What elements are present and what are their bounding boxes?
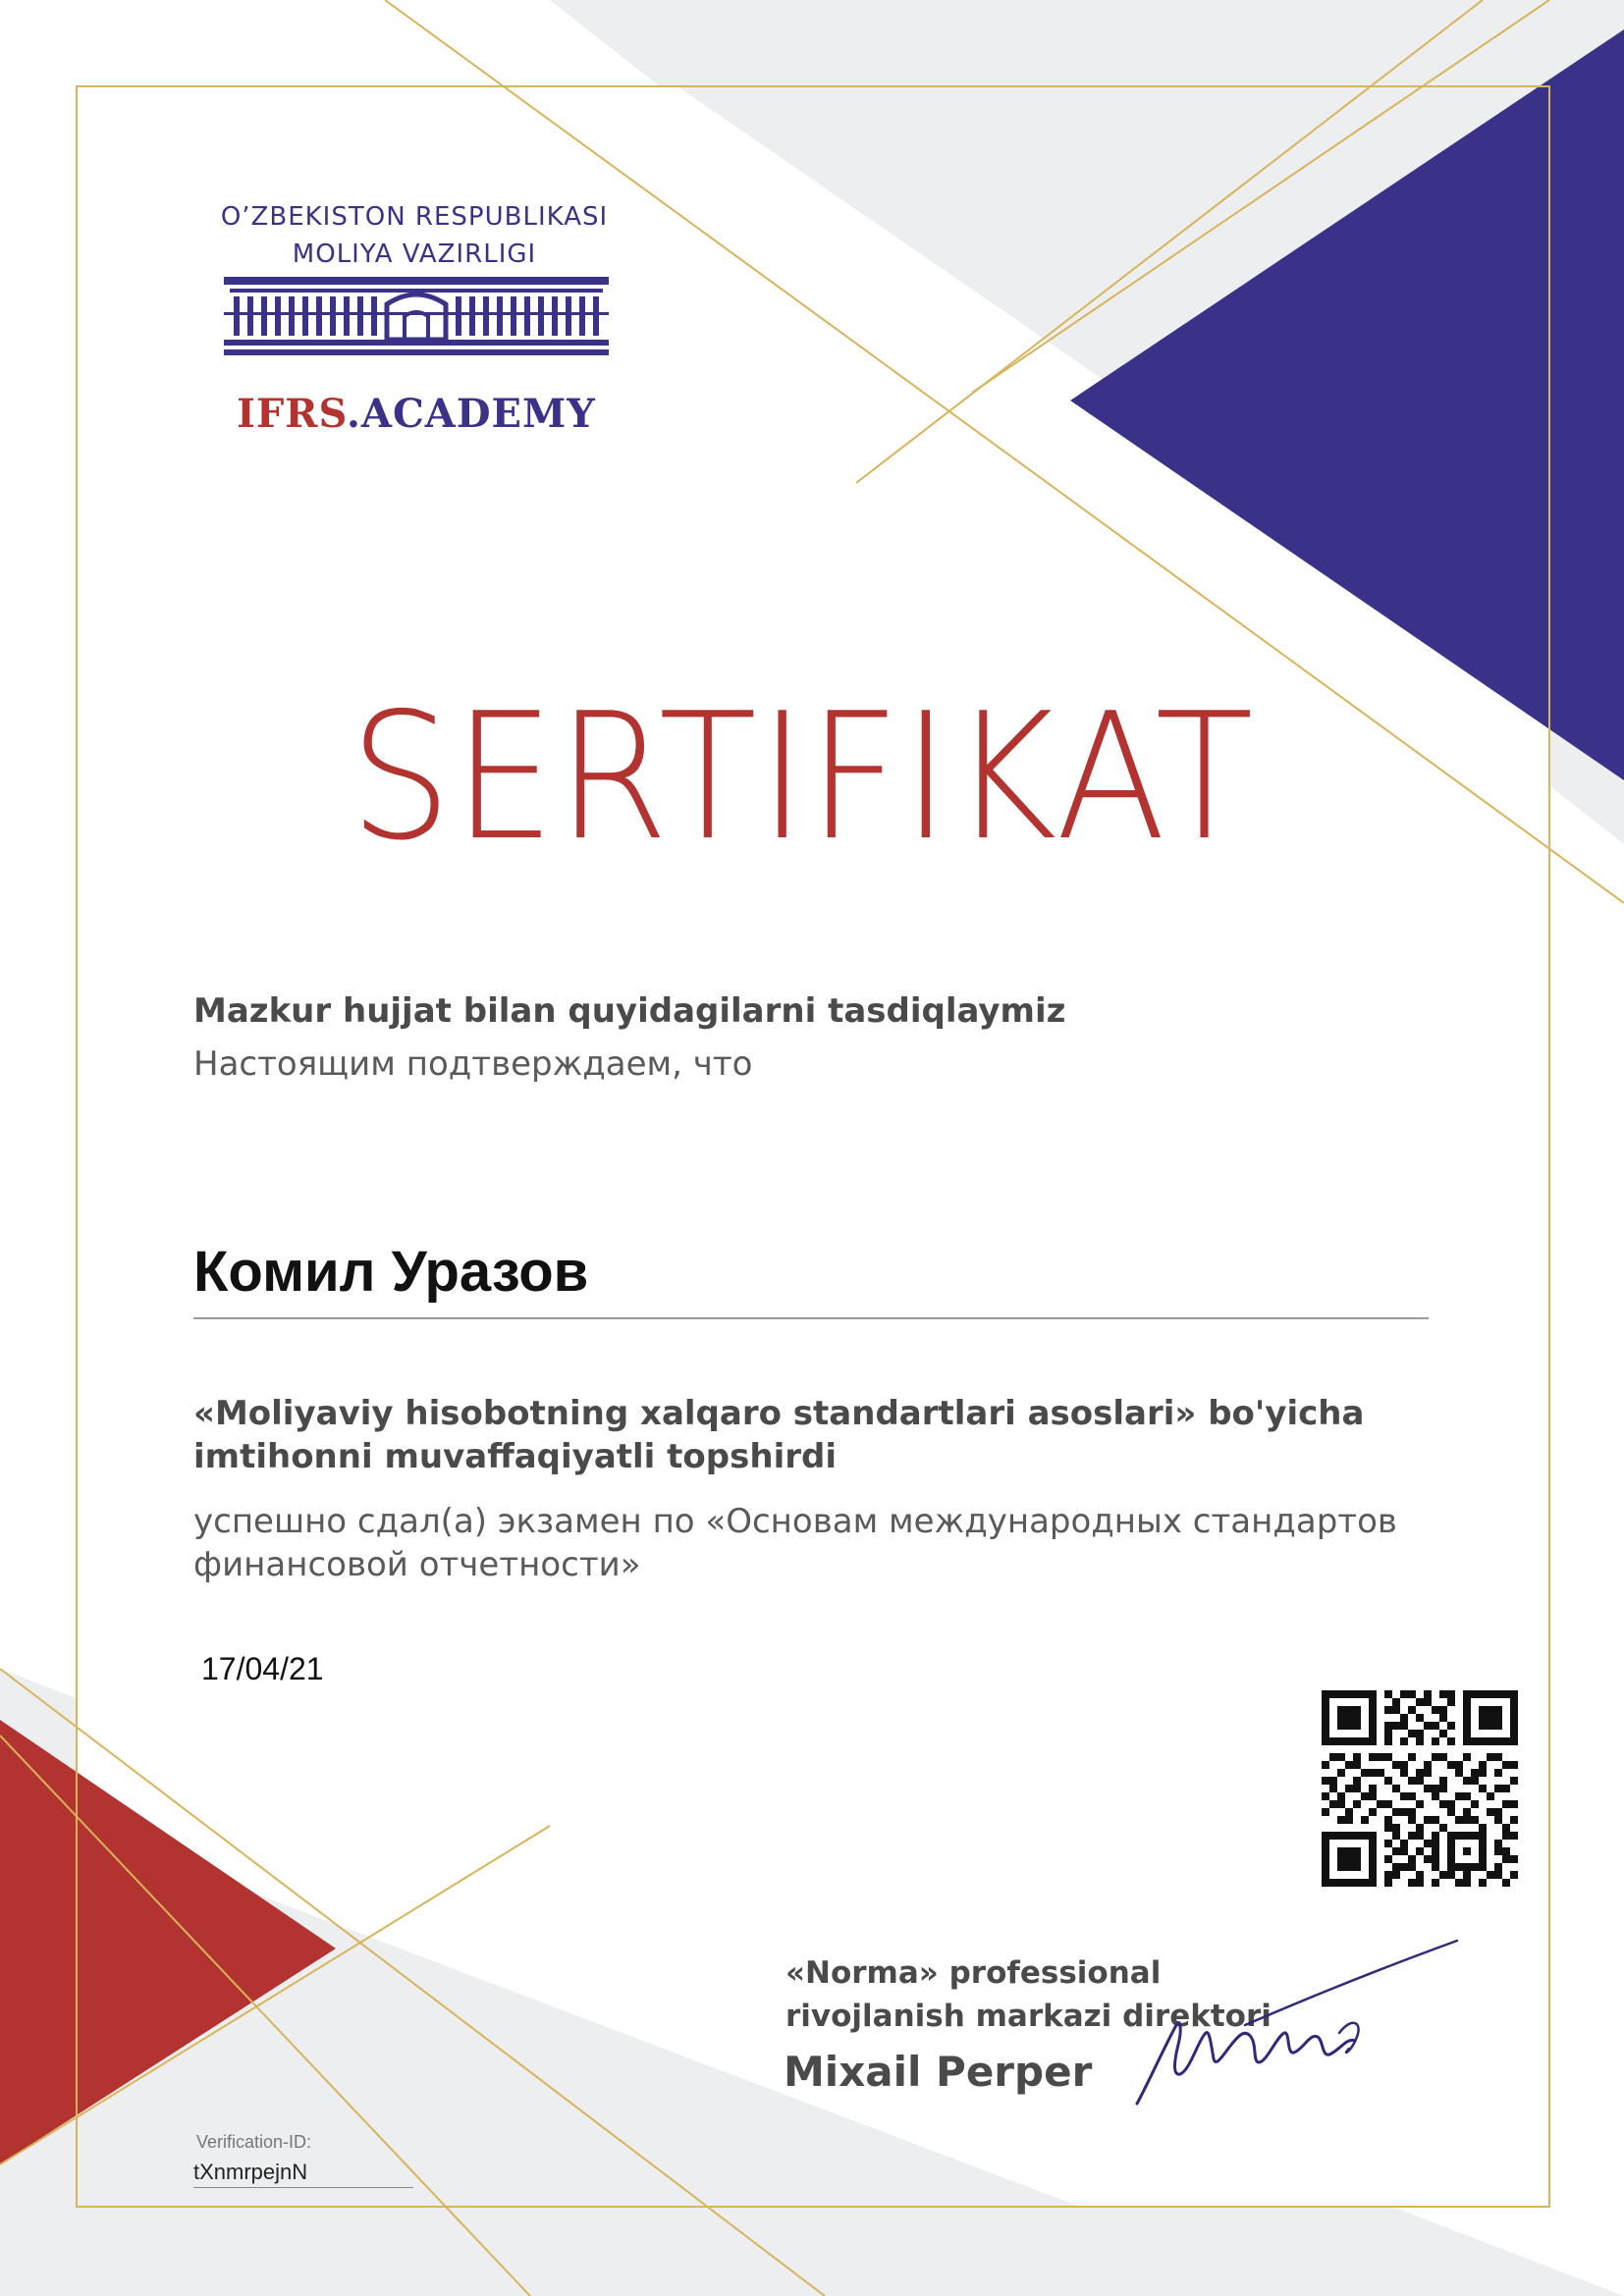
director-role: «Norma» professional rivojlanish markazi direktori (785, 1955, 1272, 2034)
lead-text-uz: Mazkur hujjat bilan quyidagilarni tasdiqlaymiz (193, 991, 1066, 1031)
lead-text-ru: Настоящим подтверждаем, что (193, 1044, 753, 1084)
verification-underline (193, 2187, 413, 2188)
course-text-ru: успешно сдал(а) экзамен по «Основам международных стандартов финансовой отчетности» (193, 1502, 1397, 1584)
issuer-line-2: MOLIYA VAZIRLIGI (292, 240, 537, 269)
logo-academy-text: .ACADEMY (346, 391, 596, 437)
course-text-uz: «Moliyaviy hisobotning xalqaro standartlari asoslari» bo'yicha imtihonni muvaffaqiyatli topshirdi (193, 1394, 1365, 1476)
certificate-title: SERTIFIKAT (350, 675, 1256, 879)
verification-label: Verification-ID: (196, 2132, 312, 2152)
recipient-name: Комил Уразов (193, 1240, 589, 1304)
logo-ifrs-text: IFRS (237, 391, 347, 437)
issue-date: 17/04/21 (201, 1651, 324, 1686)
signature-icon (1129, 1939, 1463, 2115)
verification-id[interactable]: tXnmrpejnN (193, 2160, 308, 2184)
director-name: Mixail Perper (784, 2048, 1093, 2096)
recipient-underline (193, 1317, 1429, 1319)
ministry-building-icon (224, 277, 609, 355)
ifrs-academy-logo (210, 391, 623, 437)
qr-code-icon[interactable] (1322, 1690, 1518, 1887)
issuer-line-1: O’ZBEKISTON RESPUBLIKASI (220, 202, 609, 232)
